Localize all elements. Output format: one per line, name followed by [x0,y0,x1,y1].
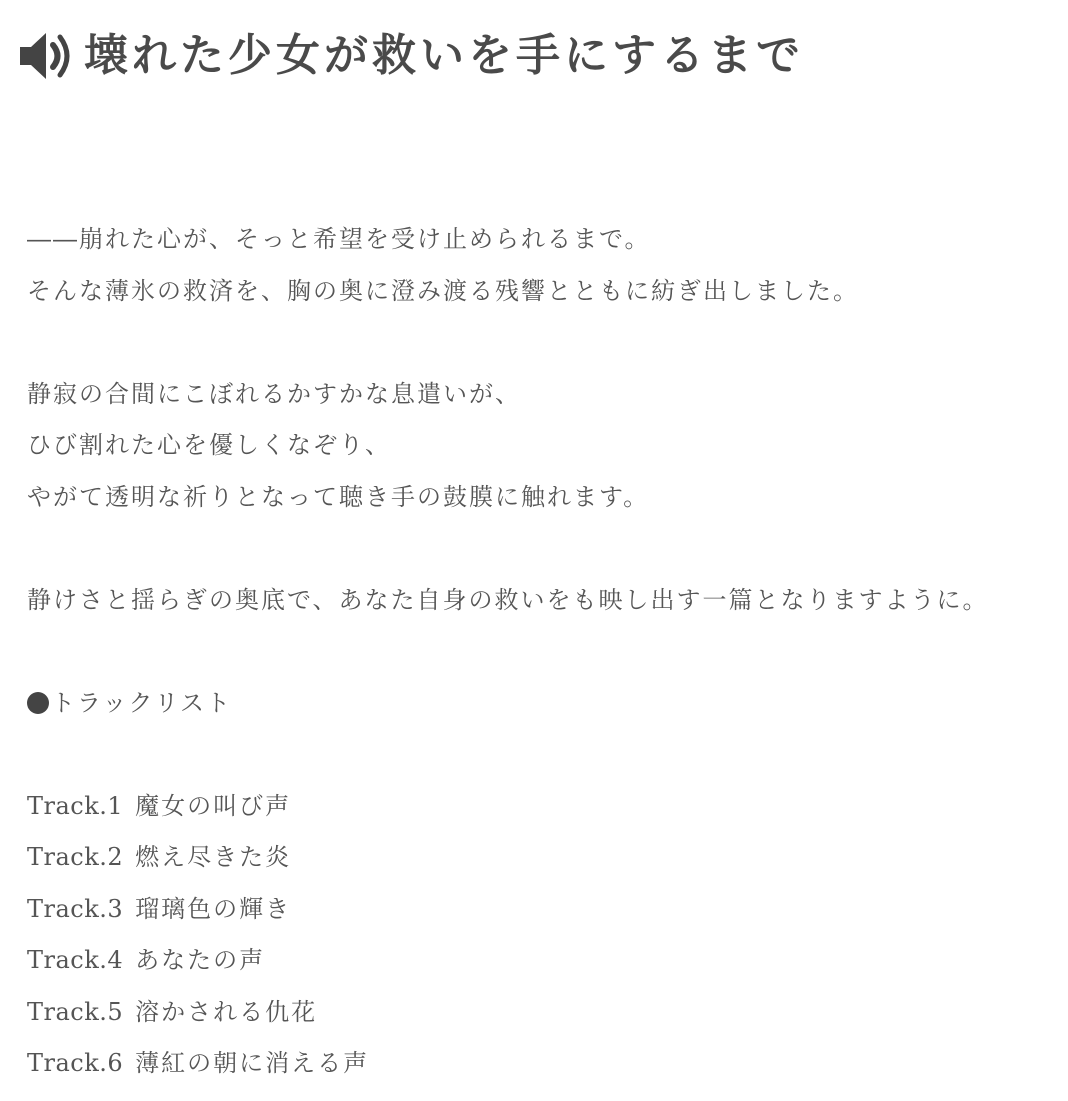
track-title: 魔女の叫び声 [135,791,292,820]
intro-line: ――崩れた心が、そっと希望を受け止められるまで。 [27,225,651,253]
closing-line: 静けさと揺らぎの奥底で、あなた自身の救いをも映し出す一篇となりますように。 [27,585,989,614]
track-title: 溶かされる仇花 [135,997,318,1026]
track-number: Track.6 [27,1049,124,1077]
track-item [27,832,1057,884]
track-number: Track.5 [27,997,124,1026]
track-title: 薄紅の朝に消える声 [135,1049,370,1077]
page-header [18,26,804,86]
track-title: 瑠璃色の輝き [135,894,292,923]
paragraph-gap [27,317,1057,369]
track-title: あなたの声 [135,946,266,974]
track-number: Track.1 [27,791,124,820]
paragraph-gap [27,523,1057,575]
track-number: Track.3 [27,894,124,923]
track-item [27,884,1057,936]
track-item [27,987,1057,1039]
track-item [27,935,1057,987]
track-item [27,781,1057,833]
tracklist-heading [27,678,1057,730]
paragraph-gap [27,729,1057,781]
tracklist-heading-label: トラックリスト [51,688,233,717]
bullet-icon [27,692,49,714]
track-item [27,1038,1057,1090]
track-title: 燃え尽きた炎 [135,843,292,871]
paragraph-gap [27,626,1057,678]
track-number: Track.4 [27,946,124,974]
intro-line: そんな薄氷の救済を、胸の奥に澄み渡る残響とともに紡ぎ出しました。 [27,276,859,305]
page-title: 壊れた少女が救いを手にするまで [84,30,804,81]
middle-line: ひび割れた心を優しくなぞり、 [27,431,391,459]
track-number: Track.2 [27,843,124,871]
speaker-icon [18,28,74,84]
middle-line: やがて透明な祈りとなって聴き手の鼓膜に触れます。 [27,482,650,511]
middle-line: 静寂の合間にこぼれるかすかな息遣いが、 [27,379,521,408]
description-body [27,214,1057,1090]
